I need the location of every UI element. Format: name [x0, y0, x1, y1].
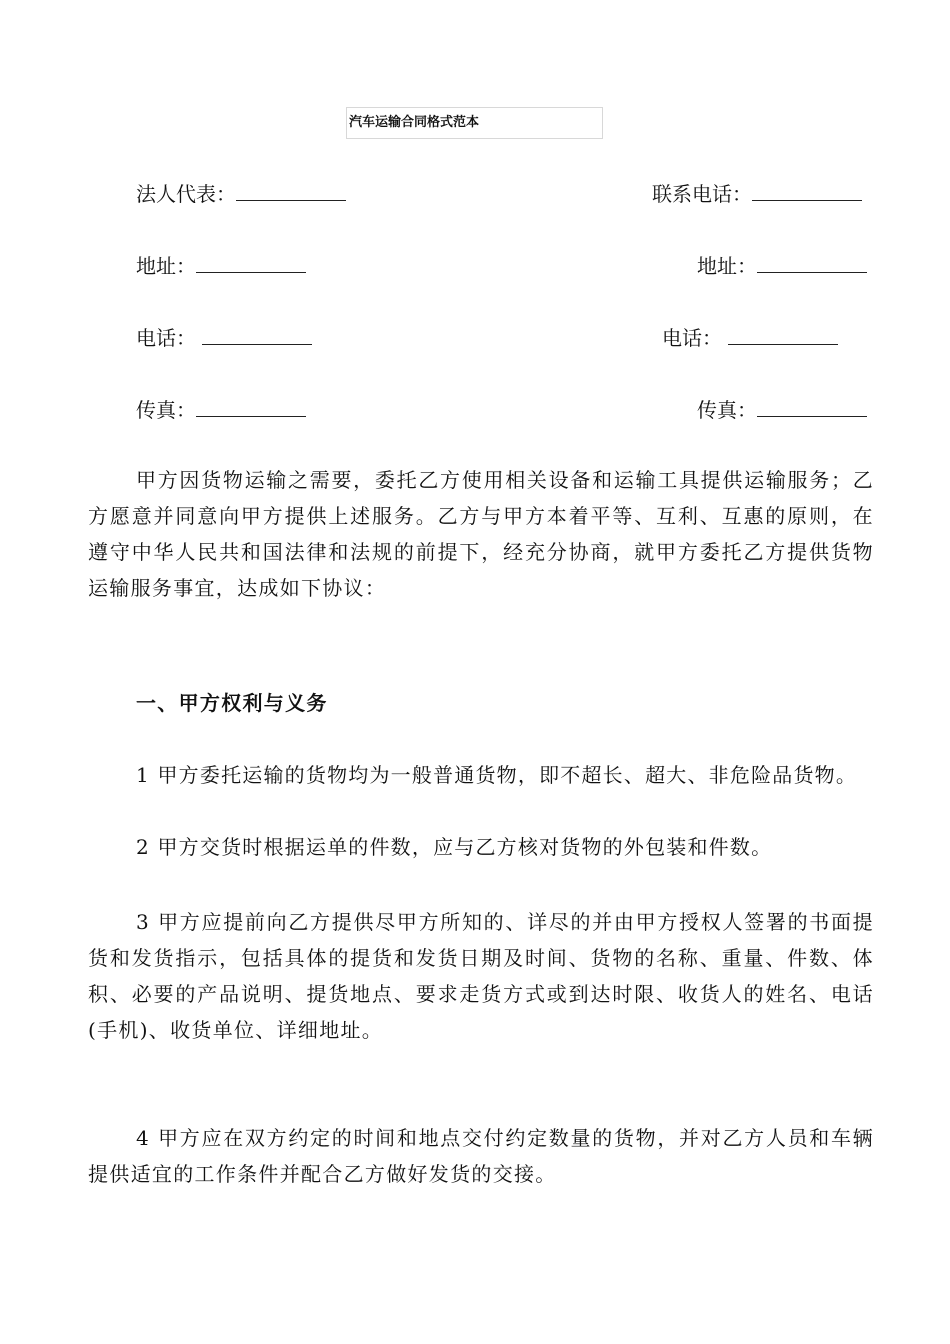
legal-rep-field [136, 180, 346, 208]
phone-left-label: 电话： [136, 326, 196, 350]
section-heading: 一、甲方权利与义务 [136, 691, 328, 715]
phone-right-field [662, 324, 838, 352]
fax-left-blank[interactable] [196, 396, 306, 417]
address-left-field [136, 252, 306, 280]
fax-left-field [136, 396, 306, 424]
address-right-blank[interactable] [757, 252, 867, 273]
fax-right-field [697, 396, 867, 424]
document-title: 汽车运输合同格式范本 [346, 107, 603, 139]
clause-4: 4 甲方应在双方约定的时间和地点交付约定数量的货物，并对乙方人员和车辆提供适宜的工作条件并配合乙方做好发货的交接。 [88, 1126, 874, 1186]
clause-2: 2 甲方交货时根据运单的件数，应与乙方核对货物的外包装和件数。 [136, 835, 773, 859]
contact-phone-blank[interactable] [752, 180, 862, 201]
fax-left-label: 传真： [136, 398, 196, 422]
phone-right-label: 电话： [662, 326, 722, 350]
fax-right-label: 传真： [697, 398, 757, 422]
address-left-blank[interactable] [196, 252, 306, 273]
address-right-label: 地址： [697, 254, 757, 278]
phone-right-blank[interactable] [728, 324, 838, 345]
legal-rep-label: 法人代表： [136, 182, 236, 206]
legal-rep-blank[interactable] [236, 180, 346, 201]
phone-left-field [136, 324, 312, 352]
address-left-label: 地址： [136, 254, 196, 278]
intro-paragraph: 甲方因货物运输之需要，委托乙方使用相关设备和运输工具提供运输服务；乙方愿意并同意向甲方提供上述服务。乙方与甲方本着平等、互利、互惠的原则，在遵守中华人民共和国法律和法规的前提下，经充分协商，就甲方委托乙方提供货物运输服务事宜，达成如下协议： [88, 468, 874, 600]
contact-phone-field [652, 180, 862, 208]
contact-phone-label: 联系电话： [652, 182, 752, 206]
address-right-field [697, 252, 867, 280]
phone-left-blank[interactable] [202, 324, 312, 345]
clause-3: 3 甲方应提前向乙方提供尽甲方所知的、详尽的并由甲方授权人签署的书面提货和发货指示，包括具体的提货和发货日期及时间、货物的名称、重量、件数、体积、必要的产品说明、提货地点、要求走货方式或到达时限、收货人的姓名、电话(手机)、收货单位、详细地址。 [88, 910, 874, 1042]
clause-1: 1 甲方委托运输的货物均为一般普通货物，即不超长、超大、非危险品货物。 [136, 763, 858, 787]
fax-right-blank[interactable] [757, 396, 867, 417]
